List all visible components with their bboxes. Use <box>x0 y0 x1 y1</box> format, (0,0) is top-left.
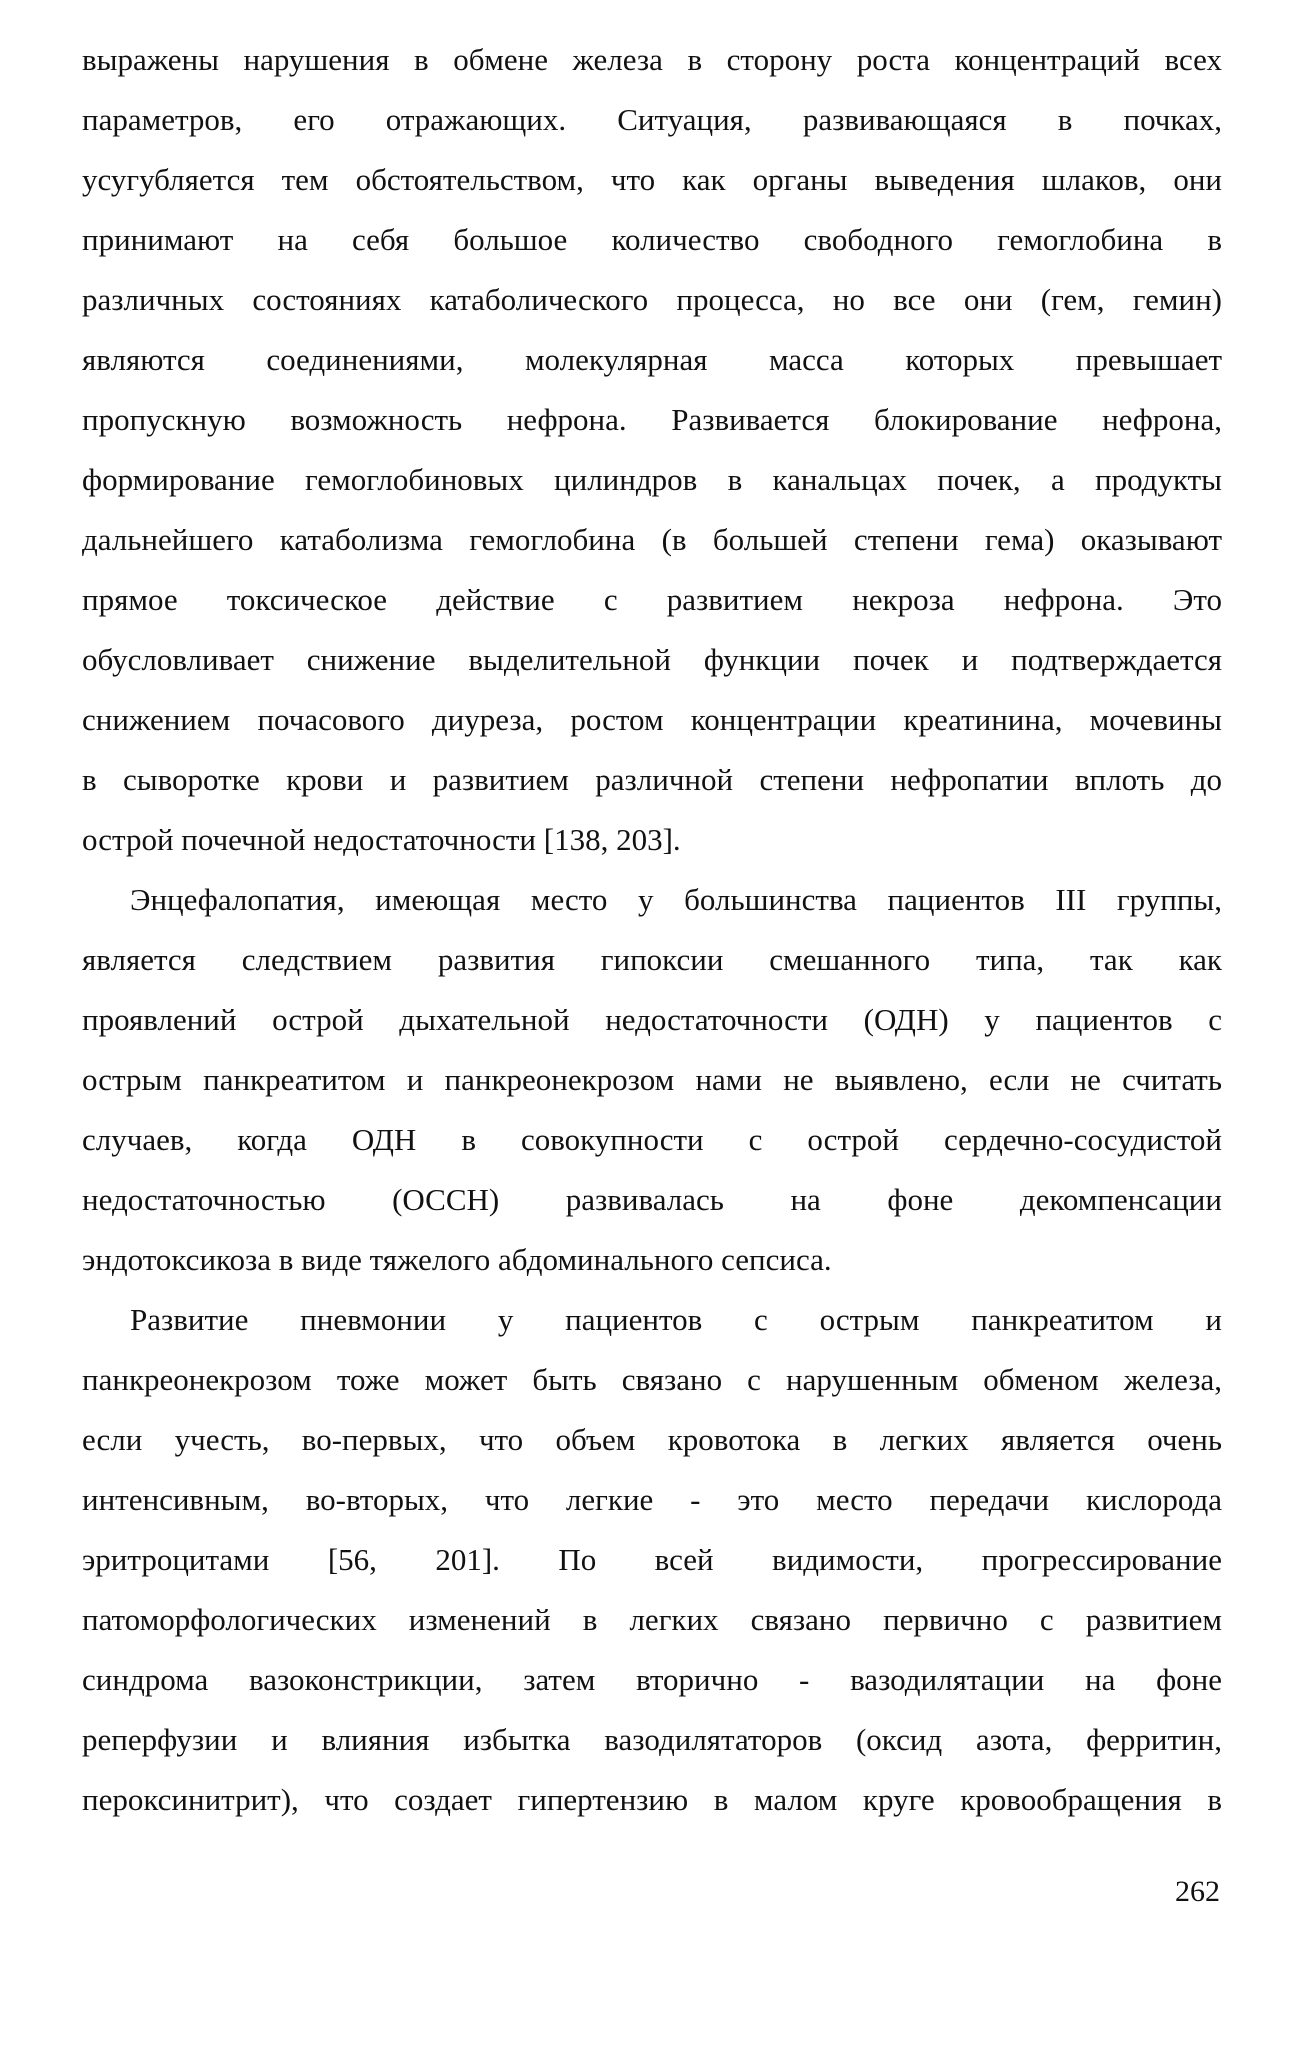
text-line: синдрома вазоконстрикции, затем вторично - вазодилятации на фоне <box>82 1662 1222 1697</box>
text-line: формирование гемоглобиновых цилиндров в канальцах почек, а продукты <box>82 462 1222 497</box>
text-line: если учесть, во-первых, что объем кровотока в легких является очень <box>82 1422 1222 1457</box>
text-line: усугубляется тем обстоятельством, что как органы выведения шлаков, они <box>82 162 1222 197</box>
text-line: прямое токсическое действие с развитием некроза нефрона. Это <box>82 582 1222 617</box>
text-line: эритроцитами [56, 201]. По всей видимости, прогрессирование <box>82 1542 1222 1577</box>
text-line: острой почечной недостаточности [138, 203]. <box>82 822 681 857</box>
text-line: эндотоксикоза в виде тяжелого абдоминального сепсиса. <box>82 1242 832 1277</box>
text-line: принимают на себя большое количество свободного гемоглобина в <box>82 222 1222 257</box>
text-line: патоморфологических изменений в легких связано первично с развитием <box>82 1602 1222 1637</box>
text-line: параметров, его отражающих. Ситуация, развивающаяся в почках, <box>82 102 1222 137</box>
text-line: снижением почасового диуреза, ростом концентрации креатинина, мочевины <box>82 702 1222 737</box>
paragraph-first-line: Энцефалопатия, имеющая место у большинства пациентов III группы, <box>130 882 1222 917</box>
text-line: является следствием развития гипоксии смешанного типа, так как <box>82 942 1222 977</box>
body-text <box>82 36 1222 1836</box>
text-line: недостаточностью (ОССН) развивалась на фоне декомпенсации <box>82 1182 1222 1217</box>
text-line: выражены нарушения в обмене железа в сторону роста концентраций всех <box>82 42 1222 77</box>
text-line: панкреонекрозом тоже может быть связано с нарушенным обменом железа, <box>82 1362 1222 1397</box>
text-line: реперфузии и влияния избытка вазодилятаторов (оксид азота, ферритин, <box>82 1722 1222 1757</box>
text-line: в сыворотке крови и развитием различной степени нефропатии вплоть до <box>82 762 1222 797</box>
text-line: дальнейшего катаболизма гемоглобина (в большей степени гема) оказывают <box>82 522 1222 557</box>
text-line: интенсивным, во-вторых, что легкие - это место передачи кислорода <box>82 1482 1222 1517</box>
text-line: пероксинитрит), что создает гипертензию в малом круге кровообращения в <box>82 1782 1222 1817</box>
text-line: являются соединениями, молекулярная масса которых превышает <box>82 342 1222 377</box>
paragraph-first-line: Развитие пневмонии у пациентов с острым панкреатитом и <box>130 1302 1222 1337</box>
text-line: пропускную возможность нефрона. Развивается блокирование нефрона, <box>82 402 1222 437</box>
text-line: различных состояниях катаболического процесса, но все они (гем, гемин) <box>82 282 1222 317</box>
page-number: 262 <box>1175 1875 1220 1908</box>
text-line: острым панкреатитом и панкреонекрозом нами не выявлено, если не считать <box>82 1062 1222 1097</box>
text-line: случаев, когда ОДН в совокупности с острой сердечно-сосудистой <box>82 1122 1222 1157</box>
text-line: обусловливает снижение выделительной функции почек и подтверждается <box>82 642 1222 677</box>
text-line: проявлений острой дыхательной недостаточности (ОДН) у пациентов с <box>82 1002 1222 1037</box>
